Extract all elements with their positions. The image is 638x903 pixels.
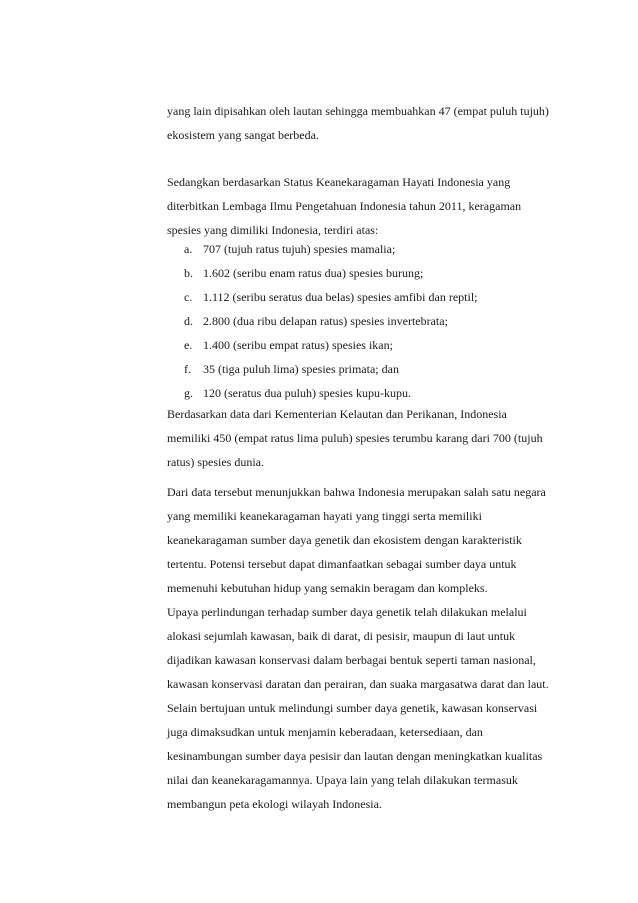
list-item-text: 120 (seratus dua puluh) spesies kupu-kupu. [203, 386, 411, 400]
list-marker: a. [184, 242, 193, 256]
list-marker: e. [184, 338, 193, 352]
text-line: keanekaragaman sumber daya genetik dan ekosistem dengan karakteristik [167, 533, 522, 547]
text-line: spesies yang dimiliki Indonesia, terdiri atas: [167, 223, 379, 237]
paragraph-biodiversity-status [167, 170, 592, 242]
text-line: tertentu. Potensi tersebut dapat dimanfaatkan sebagai sumber daya untuk [167, 557, 517, 571]
text-line: Upaya perlindungan terhadap sumber daya genetik telah dilakukan melalui [167, 605, 527, 619]
list-item-text: 1.602 (seribu enam ratus dua) spesies burung; [203, 266, 424, 280]
text-line: memiliki 450 (empat ratus lima puluh) spesies terumbu karang dari 700 (tujuh [167, 431, 543, 445]
text-line: yang memiliki keanekaragaman hayati yang tinggi serta memiliki [167, 509, 482, 523]
list-item [184, 237, 477, 261]
list-item-text: 1.112 (seribu seratus dua belas) spesies amfibi dan reptil; [203, 290, 478, 304]
list-item [184, 309, 477, 333]
paragraph-coral-species [167, 402, 592, 474]
text-line: Berdasarkan data dari Kementerian Kelautan dan Perikanan, Indonesia [167, 407, 507, 421]
text-line: memenuhi kebutuhan hidup yang semakin beragam dan kompleks. [167, 581, 488, 595]
text-line: juga dimaksudkan untuk menjamin keberadaan, ketersediaan, dan [167, 725, 483, 739]
list-item-text: 2.800 (dua ribu delapan ratus) spesies invertebrata; [203, 314, 448, 328]
text-line: ratus) spesies dunia. [167, 455, 264, 469]
text-line: Dari data tersebut menunjukkan bahwa Indonesia merupakan salah satu negara [167, 485, 546, 499]
list-item [184, 285, 477, 309]
list-marker: g. [184, 386, 193, 400]
text-line: diterbitkan Lembaga Ilmu Pengetahuan Indonesia tahun 2011, keragaman [167, 199, 522, 213]
list-item-text: 35 (tiga puluh lima) spesies primata; dan [203, 362, 399, 376]
text-line: yang lain dipisahkan oleh lautan sehingga membuahkan 47 (empat puluh tujuh) [167, 104, 549, 118]
list-item [184, 357, 477, 381]
text-line: nilai dan keanekaragamannya. Upaya lain yang telah dilakukan termasuk [167, 773, 518, 787]
list-marker: f. [184, 362, 191, 376]
text-line: Sedangkan berdasarkan Status Keanekaragaman Hayati Indonesia yang [167, 175, 511, 189]
list-marker: b. [184, 266, 193, 280]
list-marker: c. [184, 290, 193, 304]
text-line: dijadikan kawasan konservasi dalam berbagai bentuk seperti taman nasional, [167, 653, 536, 667]
text-line: Selain bertujuan untuk melindungi sumber daya genetik, kawasan konservasi [167, 701, 538, 715]
list-item-text: 1.400 (seribu empat ratus) spesies ikan; [203, 338, 393, 352]
paragraph-conservation-efforts [167, 600, 592, 816]
text-line: kawasan konservasi daratan dan perairan, dan suaka margasatwa darat dan laut. [167, 677, 549, 691]
paragraph-ecosystems [167, 99, 592, 147]
list-item [184, 333, 477, 357]
species-list [184, 237, 477, 405]
list-item-text: 707 (tujuh ratus tujuh) spesies mamalia; [203, 242, 396, 256]
text-line: membangun peta ekologi wilayah Indonesia. [167, 797, 382, 811]
text-line: alokasi sejumlah kawasan, baik di darat, di pesisir, maupun di laut untuk [167, 629, 516, 643]
list-item [184, 261, 477, 285]
text-line: kesinambungan sumber daya pesisir dan lautan dengan meningkatkan kualitas [167, 749, 543, 763]
list-marker: d. [184, 314, 193, 328]
paragraph-biodiversity-potential [167, 480, 592, 600]
text-line: ekosistem yang sangat berbeda. [167, 128, 319, 142]
